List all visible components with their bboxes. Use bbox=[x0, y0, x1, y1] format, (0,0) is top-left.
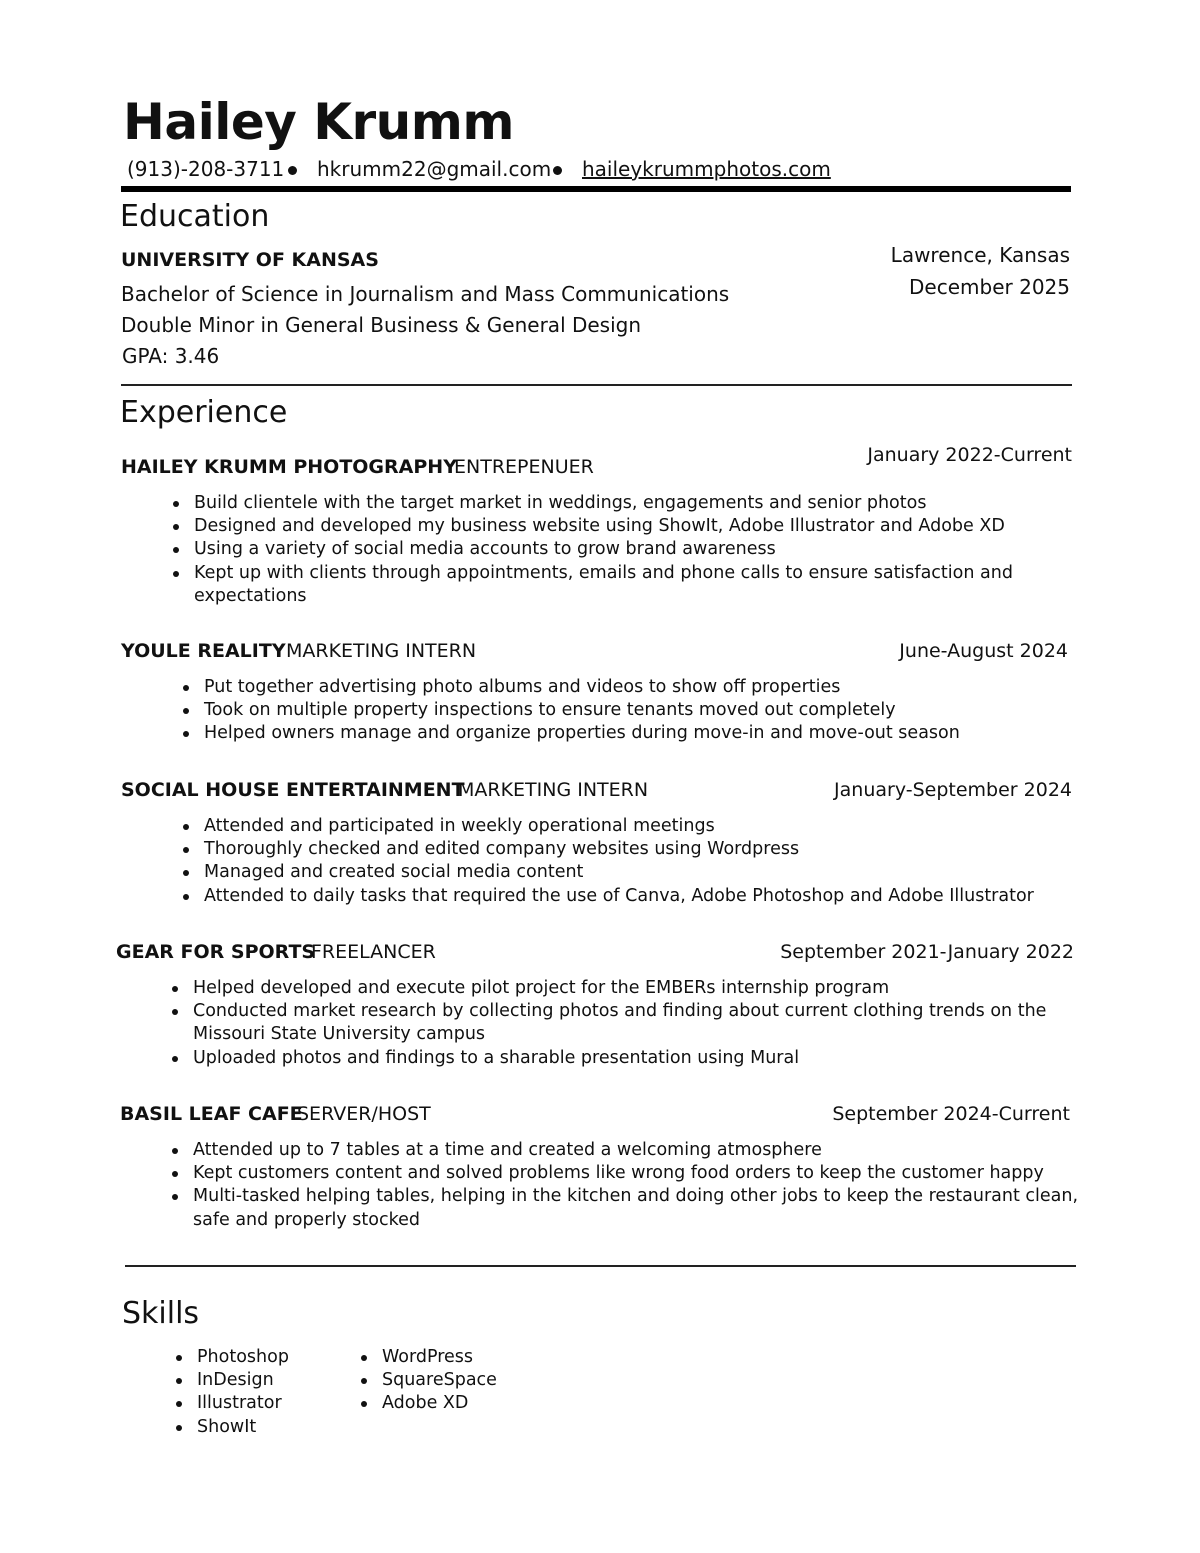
experience-heading: Experience bbox=[120, 395, 288, 430]
list-item: Helped owners manage and organize properties during move-in and move-out season bbox=[204, 722, 960, 745]
candidate-name: Hailey Krumm bbox=[123, 93, 514, 151]
job-role: FREELANCER bbox=[311, 941, 436, 963]
list-item: Attended and participated in weekly operational meetings bbox=[204, 815, 1034, 838]
job-bullets bbox=[193, 1139, 1078, 1232]
list-item: Put together advertising photo albums and videos to show off properties bbox=[204, 676, 960, 699]
skill-item: Adobe XD bbox=[382, 1392, 497, 1415]
website-link[interactable]: haileykrummphotos.com bbox=[582, 157, 831, 181]
separator-dot bbox=[288, 166, 297, 175]
list-item: Kept customers content and solved problems like wrong food orders to keep the customer happy bbox=[193, 1162, 1078, 1185]
job-date: January-September 2024 bbox=[834, 779, 1072, 801]
job-date: June-August 2024 bbox=[899, 640, 1068, 662]
skill-item: WordPress bbox=[382, 1346, 497, 1369]
list-item: Helped developed and execute pilot project for the EMBERs internship program bbox=[193, 977, 1046, 1000]
job-bullets bbox=[204, 676, 960, 746]
list-item-continuation: expectations bbox=[194, 585, 307, 606]
job-bullets bbox=[193, 977, 1046, 1070]
job-role: MARKETING INTERN bbox=[458, 779, 649, 801]
job-date: January 2022-Current bbox=[867, 444, 1072, 466]
minor: Double Minor in General Business & General Design bbox=[121, 313, 642, 337]
list-item: Took on multiple property inspections to ensure tenants moved out completely bbox=[204, 699, 960, 722]
list-item: Build clientele with the target market in weddings, engagements and senior photos bbox=[194, 492, 1013, 515]
degree: Bachelor of Science in Journalism and Mass Communications bbox=[121, 282, 730, 306]
school-name: UNIVERSITY OF KANSAS bbox=[121, 249, 379, 271]
skill-item: Photoshop bbox=[197, 1346, 289, 1369]
job-role: SERVER/HOST bbox=[297, 1103, 431, 1125]
skills-heading: Skills bbox=[122, 1296, 200, 1331]
list-item: Multi-tasked helping tables, helping in the kitchen and doing other jobs to keep the restaurant clean, bbox=[193, 1185, 1078, 1208]
job-date: September 2024-Current bbox=[832, 1103, 1070, 1125]
phone-number: (913)-208-3711 bbox=[127, 157, 285, 181]
job-org: GEAR FOR SPORTS bbox=[116, 941, 316, 963]
education-heading: Education bbox=[120, 199, 270, 234]
skill-item: SquareSpace bbox=[382, 1369, 497, 1392]
job-bullets bbox=[194, 492, 1013, 608]
section-divider bbox=[125, 1265, 1076, 1267]
list-item-continuation: Missouri State University campus bbox=[193, 1024, 486, 1045]
section-divider bbox=[121, 384, 1072, 386]
list-item: Conducted market research by collecting photos and finding about current clothing trends on the bbox=[193, 1000, 1046, 1023]
skills-list-left bbox=[197, 1346, 289, 1439]
job-org: HAILEY KRUMM PHOTOGRAPHY bbox=[121, 456, 457, 478]
job-org: SOCIAL HOUSE ENTERTAINMENT bbox=[121, 779, 465, 801]
job-org: YOULE REALITY bbox=[121, 640, 286, 662]
job-role: MARKETING INTERN bbox=[286, 640, 477, 662]
education-date: December 2025 bbox=[909, 275, 1070, 299]
list-item: Thoroughly checked and edited company websites using Wordpress bbox=[204, 838, 1034, 861]
skill-item: InDesign bbox=[197, 1369, 289, 1392]
list-item: Kept up with clients through appointments, emails and phone calls to ensure satisfaction and bbox=[194, 562, 1013, 585]
list-item: Attended up to 7 tables at a time and created a welcoming atmosphere bbox=[193, 1139, 1078, 1162]
skill-item: Illustrator bbox=[197, 1392, 289, 1415]
job-date: September 2021-January 2022 bbox=[780, 941, 1074, 963]
gpa: GPA: 3.46 bbox=[122, 344, 220, 368]
skills-list-right bbox=[382, 1346, 497, 1416]
header-divider bbox=[121, 186, 1071, 192]
education-location: Lawrence, Kansas bbox=[890, 243, 1070, 267]
email-address[interactable]: hkrumm22@gmail.com bbox=[317, 157, 552, 181]
list-item-continuation: safe and properly stocked bbox=[193, 1209, 420, 1230]
skill-item: ShowIt bbox=[197, 1416, 289, 1439]
separator-dot bbox=[553, 166, 562, 175]
list-item: Using a variety of social media accounts to grow brand awareness bbox=[194, 538, 1013, 561]
job-role: ENTREPENUER bbox=[454, 456, 594, 478]
job-org: BASIL LEAF CAFE bbox=[120, 1103, 303, 1125]
list-item: Designed and developed my business website using ShowIt, Adobe Illustrator and Adobe XD bbox=[194, 515, 1013, 538]
list-item: Managed and created social media content bbox=[204, 861, 1034, 884]
job-bullets bbox=[204, 815, 1034, 908]
list-item: Uploaded photos and findings to a sharable presentation using Mural bbox=[193, 1047, 1046, 1070]
list-item: Attended to daily tasks that required the use of Canva, Adobe Photoshop and Adobe Illustrator bbox=[204, 885, 1034, 908]
